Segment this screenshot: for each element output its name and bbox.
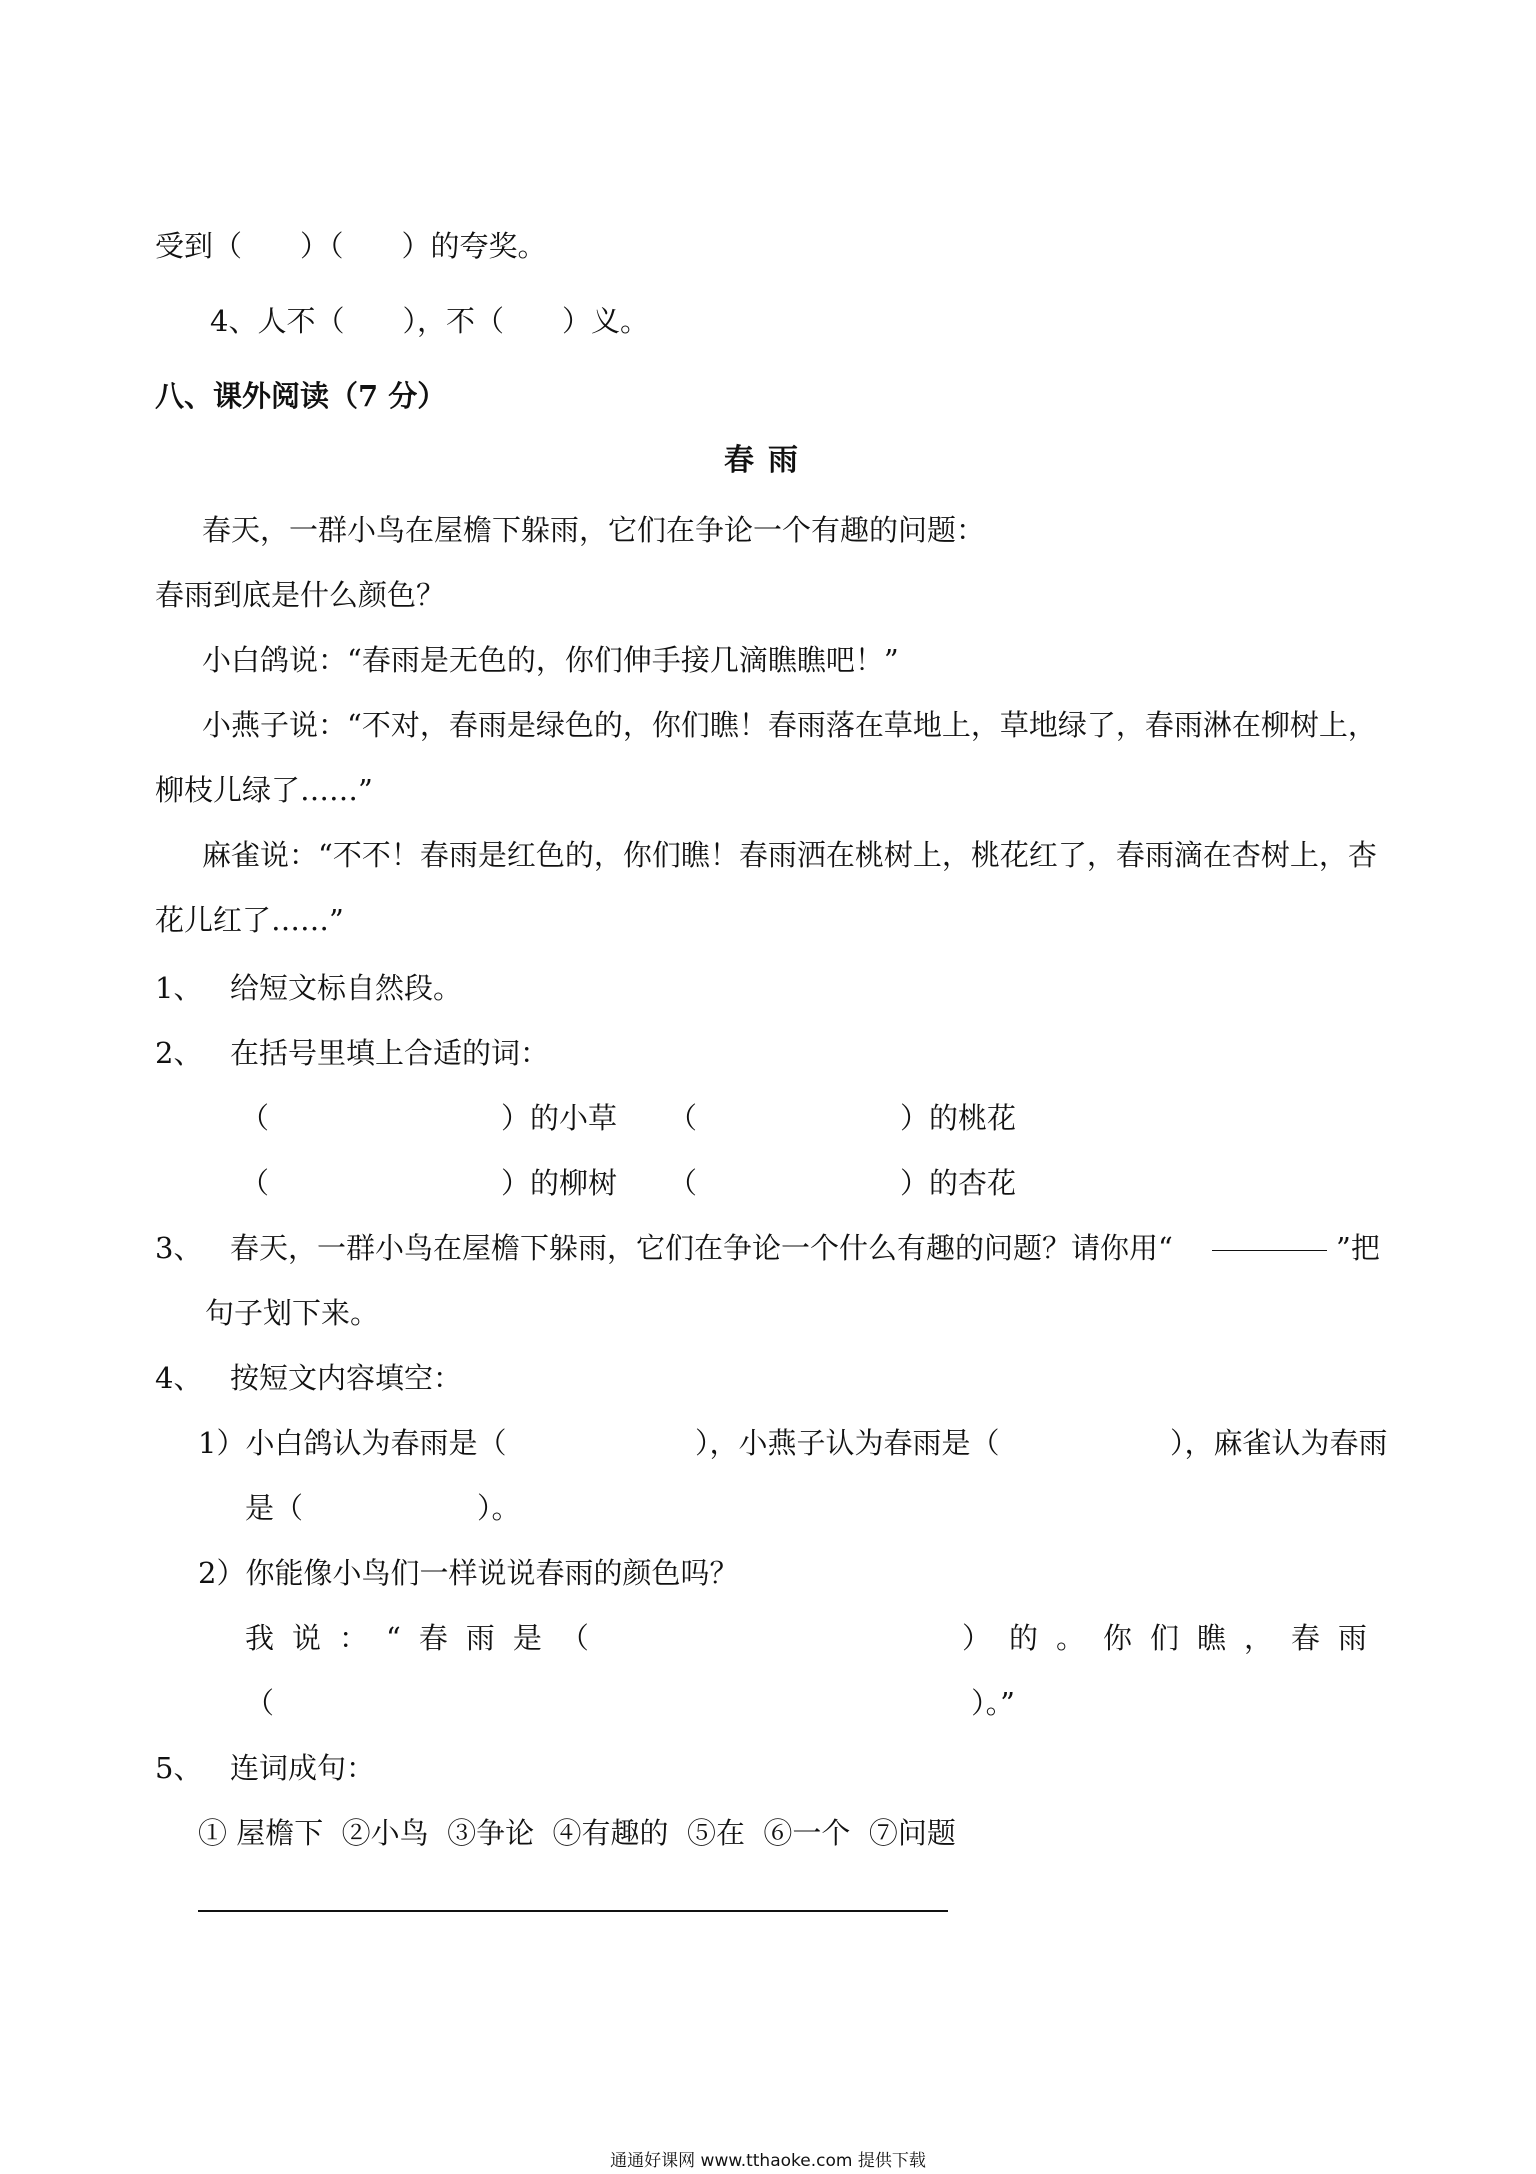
passage-paragraph-3a: 小燕子说：“不对，春雨是绿色的，你们瞧！春雨落在草地上，草地绿了，春雨淋在柳树上， [202, 708, 1377, 742]
q3-underline-sample [1212, 1250, 1327, 1251]
question-3-text-end: ”把 [1336, 1231, 1380, 1265]
question-3-number: 3、 [155, 1231, 203, 1265]
q4-sub1-part3: ），麻雀认为春雨 [1170, 1426, 1388, 1460]
passage-paragraph-4a: 麻雀说：“不不！春雨是红色的，你们瞧！春雨洒在桃树上，桃花红了，春雨滴在杏树上，杏 [202, 838, 1377, 872]
question-4-text: 按短文内容填空： [230, 1361, 463, 1395]
question-2-number: 2、 [155, 1036, 203, 1070]
question-1-text: 给短文标自然段。 [230, 971, 463, 1005]
question-3-text: 春天，一群小鸟在屋檐下躲雨，它们在争论一个什么有趣的问题？请你用“ [230, 1231, 1173, 1265]
passage-paragraph-2: 小白鸽说：“春雨是无色的，你们伸手接几滴瞧瞧吧！” [202, 643, 899, 677]
q4-sub2-answer-line2-left: （ [245, 1686, 275, 1720]
question-5-number: 5、 [155, 1751, 203, 1785]
q4-sub2-answer-line1-left: 我说：“春雨是（ [245, 1621, 607, 1655]
passage-paragraph-4b: 花儿红了……” [155, 903, 344, 937]
q5-answer-line [198, 1910, 948, 1912]
q4-sub2-answer-line2-right: ）。” [971, 1686, 1015, 1720]
question-1-number: 1、 [155, 971, 203, 1005]
q4-sub2-answer-line2 [245, 1683, 1015, 1723]
passage-paragraph-3b: 柳枝儿绿了……” [155, 773, 373, 807]
q4-sub1-part2: ），小燕子认为春雨是（ [695, 1426, 1000, 1460]
q2-blank-grass: （ ）的小草 [240, 1101, 618, 1135]
q2-blank-apricot: （ ）的杏花 [668, 1166, 1017, 1200]
q2-blank-willow: （ ）的柳树 [240, 1166, 618, 1200]
fill-in-line-praise: 受到（ ）（ ）的夸奖。 [155, 229, 547, 263]
q5-word-list: ① 屋檐下 ②小鸟 ③争论 ④有趣的 ⑤在 ⑥一个 ⑦问题 [198, 1816, 956, 1850]
q4-sub2-question: 2）你能像小鸟们一样说说春雨的颜色吗？ [198, 1556, 739, 1590]
q4-sub2-answer-line1 [245, 1618, 1385, 1658]
q4-sub2-answer-line1-right: ）的。你们瞧，春雨 [961, 1621, 1385, 1655]
passage-title: 春雨 [724, 443, 812, 478]
q4-sub1-part1: 1）小白鸽认为春雨是（ [198, 1426, 507, 1460]
passage-paragraph-1a: 春天，一群小鸟在屋檐下躲雨，它们在争论一个有趣的问题： [202, 513, 986, 547]
fill-in-line-idiom: 4、人不（ ），不（ ）义。 [210, 304, 649, 338]
question-3-text-line2: 句子划下来。 [205, 1296, 380, 1330]
q2-blank-peach: （ ）的桃花 [668, 1101, 1017, 1135]
question-4-number: 4、 [155, 1361, 203, 1395]
question-2-text: 在括号里填上合适的词： [230, 1036, 550, 1070]
section-heading: 八、课外阅读（7 分） [155, 379, 447, 413]
question-5-text: 连词成句： [230, 1751, 376, 1785]
page-footer: 通通好课网 www.tthaoke.com 提供下载 [610, 2151, 926, 2171]
q4-sub1-line2: 是（ ）。 [245, 1491, 521, 1525]
passage-paragraph-1b: 春雨到底是什么颜色？ [155, 578, 446, 612]
